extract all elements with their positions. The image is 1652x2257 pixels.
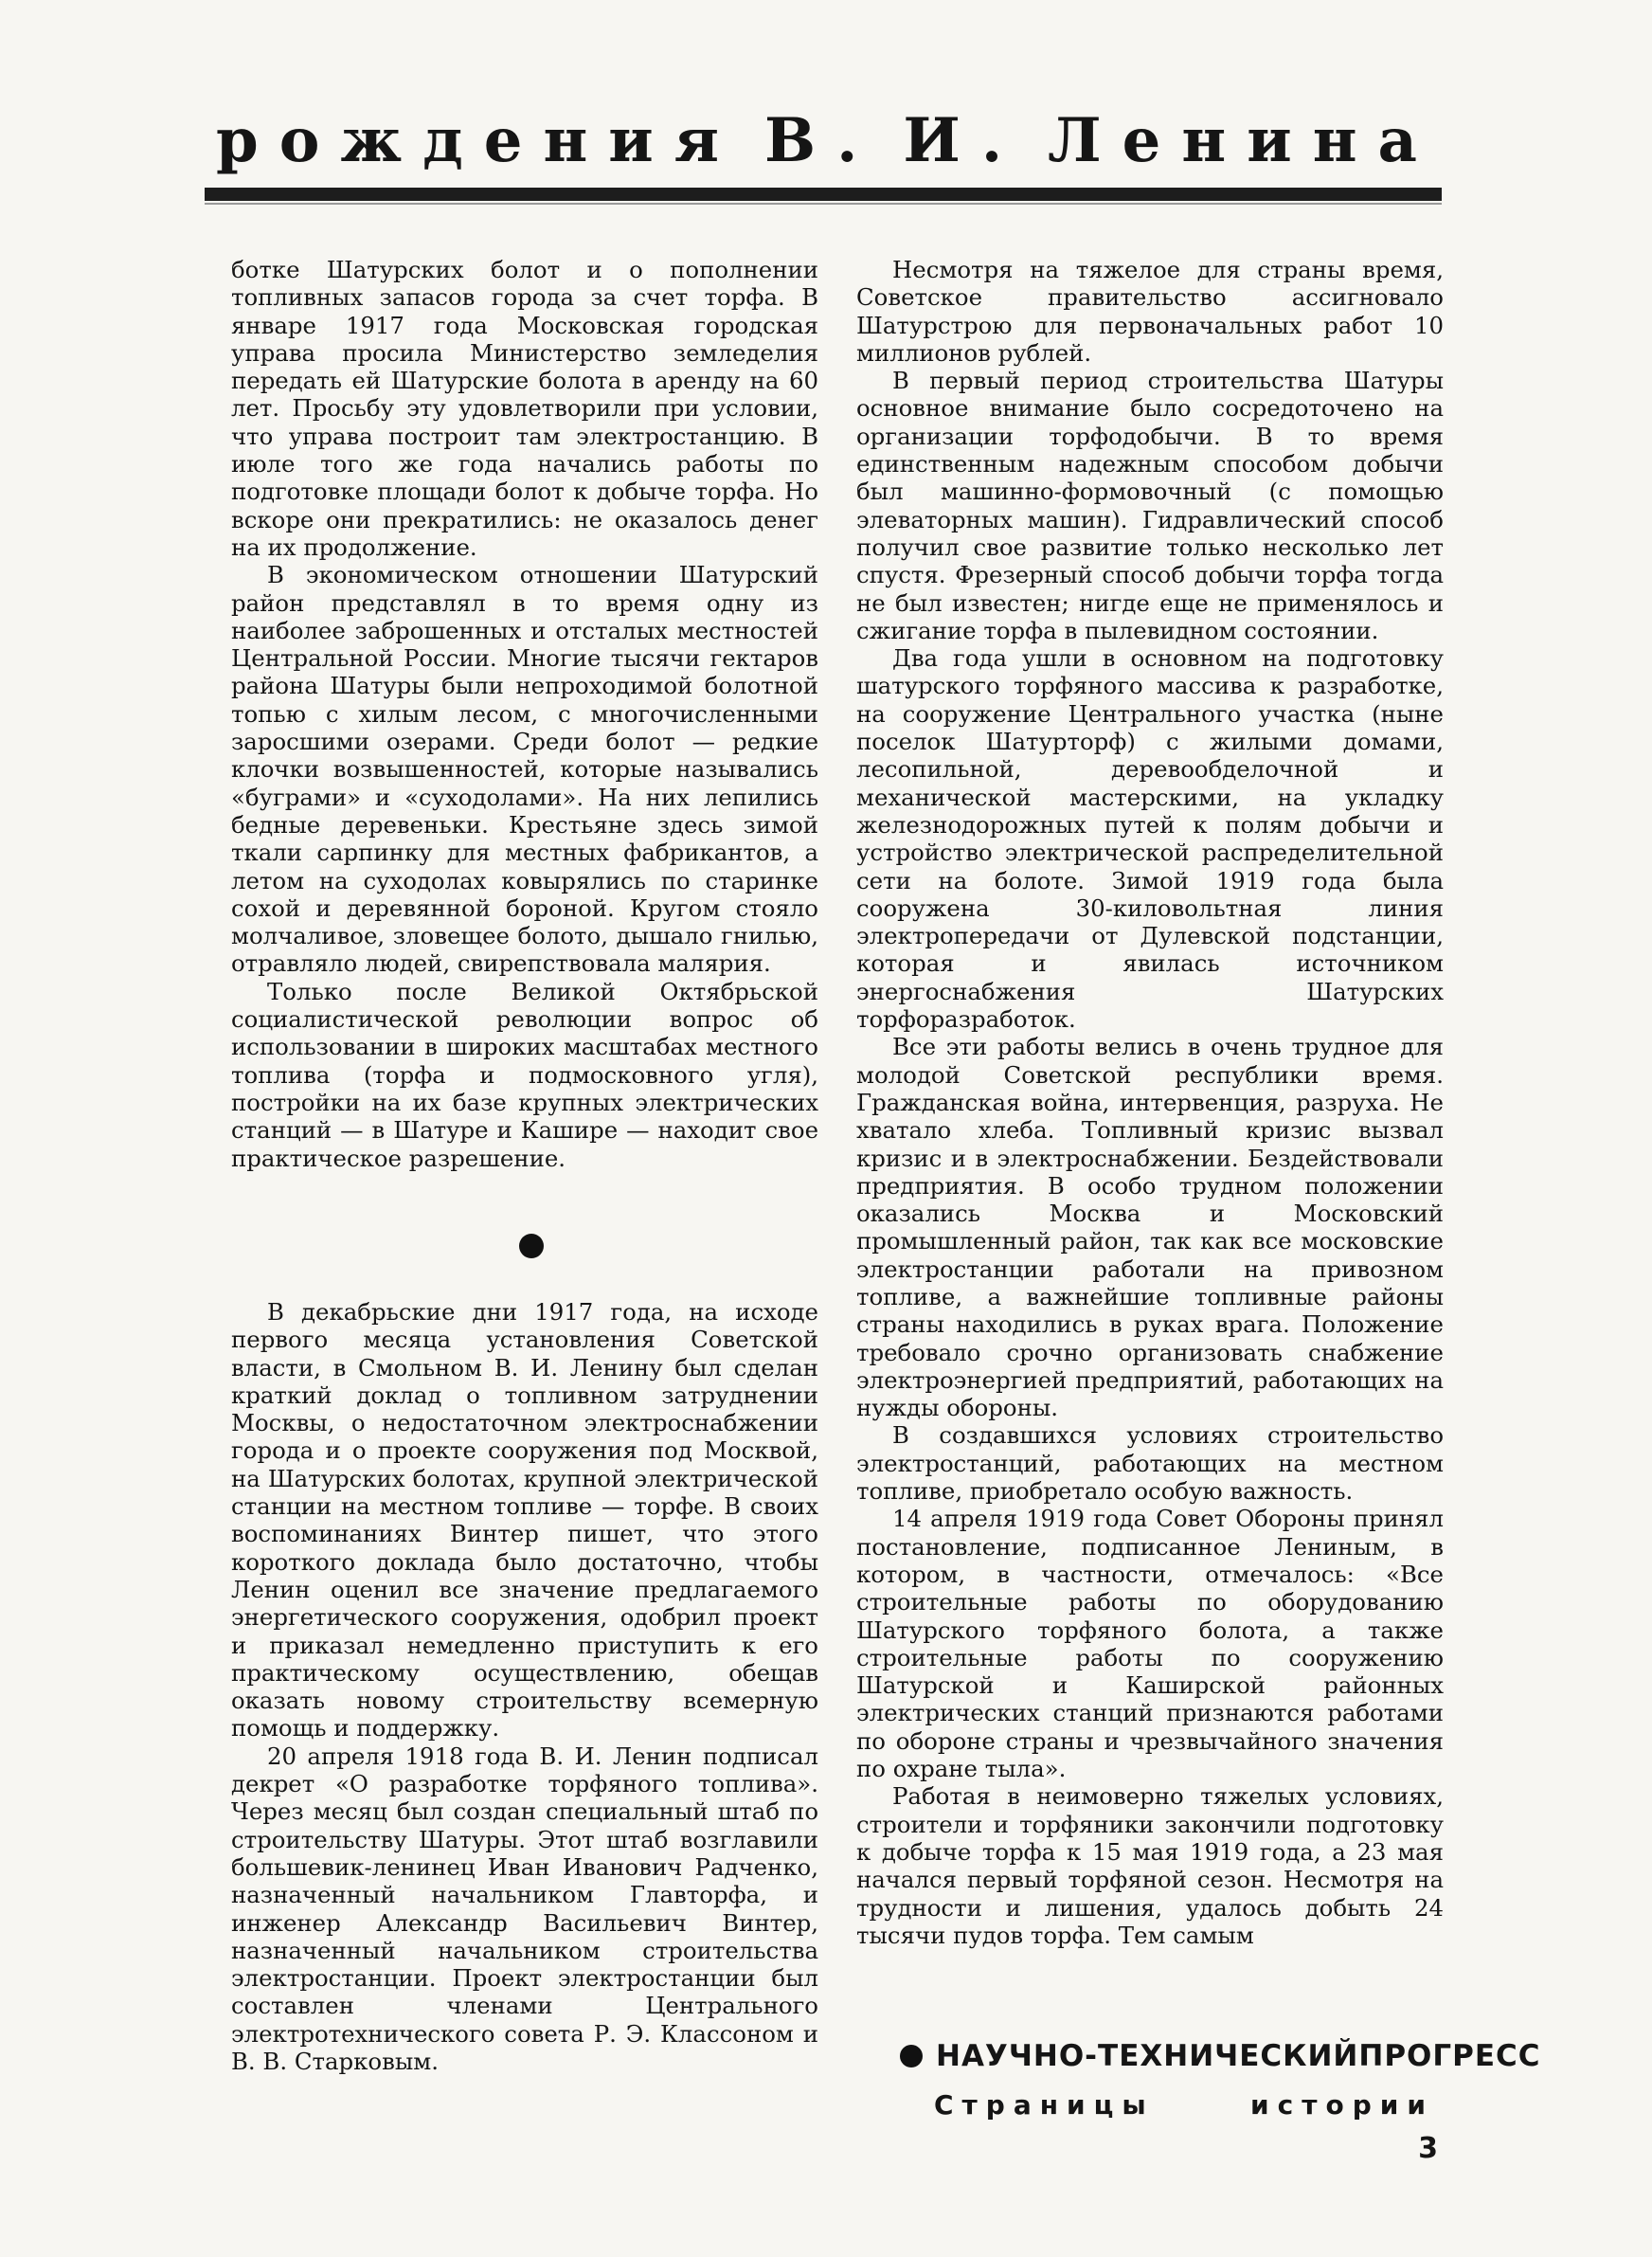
right-column <box>856 256 1444 1949</box>
section-separator-dot <box>519 1234 544 1258</box>
paragraph: Работая в неимоверно тяжелых условиях, строители и торфяники закончили подготовку к добыче торфа к 15 мая 1919 года, а 23 мая начался первый торфяной сезон. Несмотря на трудности и лишения, удалось добыть 24 тысячи пудов торфа. Тем самым <box>856 1782 1444 1949</box>
rubric-word-2: ПРОГРЕСС <box>1358 2039 1541 2073</box>
paragraph: 14 апреля 1919 года Совет Обороны принял постановление, подписанное Лениным, в котором, в частности, отмечалось: «Все строительные работы по оборудованию Шатурского торфяного болота, а также строительные работы по сооружению Шатурской и Каширской районных электрических станций признаются работами по обороне страны и чрезвычайного значения по охране тыла». <box>856 1505 1444 1783</box>
section-rubric <box>900 2037 1541 2075</box>
rubric-word-1: НАУЧНО-ТЕХНИЧЕСКИЙ <box>936 2039 1359 2073</box>
left-column-top <box>231 256 818 1172</box>
paragraph: В создавшихся условиях строительство электростанций, работающих на местном топливе, приобретало особую важность. <box>856 1421 1444 1506</box>
paragraph: В первый период строительства Шатуры основное внимание было сосредоточено на организации торфодобычи. В то время единственным надежным способом добычи был машинно-формовочный (с помощью элеваторных машин). Гидравлический способ получил свое развитие только несколько лет спустя. Фрезерный способ добычи торфа тогда не был известен; нигде еще не применялось и сжигание торфа в пылевидном состоянии. <box>856 367 1444 644</box>
headline-word-1: рождения <box>216 104 741 176</box>
page-number: 3 <box>1418 2132 1438 2165</box>
paragraph: Несмотря на тяжелое для страны время, Советское правительство ассигновало Шатурстрою для первоначальных работ 10 миллионов рублей. <box>856 256 1444 367</box>
paragraph: Только после Великой Октябрьской социалистической революции вопрос об использовании в широких масштабах местного топлива (торфа и подмосковного угля), постройки на их базе крупных электрических станций — в Шатуре и Кашире — находит свое практическое разрешение. <box>231 977 818 1172</box>
headline-word-4: Ленина <box>1048 104 1438 176</box>
paragraph: ботке Шатурских болот и о пополнении топливных запасов города за счет торфа. В январе 1917 года Московская городская управа просила Министерство земледелия передать ей Шатурские болота в аренду на 60 лет. Просьбу эту удовлетворили при условии, что управа построит там электростанцию. В июле того же года начались работы по подготовке площади болот к добыче торфа. Но вскоре они прекратились: не оказалось денег на их продолжение. <box>231 256 818 561</box>
headline-rule-thin <box>205 203 1442 205</box>
headline <box>216 102 1438 178</box>
paragraph: Все эти работы велись в очень трудное для молодой Советской республики время. Гражданская война, интервенция, разруха. Не хватало хлеба. Топливный кризис вызвал кризис и в электроснабжении. Бездействовали предприятия. В особо трудном положении оказались Москва и Московский промышленный район, так как все московские электростанции работали на привозном топливе, а важнейшие топливные районы страны находились в руках врага. Положение требовало срочно организовать снабжение электроэнергией предприятий, работающих на нужды обороны. <box>856 1033 1444 1422</box>
headline-word-2: В. <box>764 104 879 176</box>
paragraph: В экономическом отношении Шатурский район представлял в то время одну из наиболее заброшенных и отсталых местностей Центральной России. Многие тысячи гектаров района Шатуры были непроходимой болотной топью с хилым лесом, с многочисленными заросшими озерами. Среди болот — редкие клочки возвышенностей, которые назывались «буграми» и «суходолами». На них лепились бедные деревеньки. Крестьяне здесь зимой ткали сарпинку для местных фабрикантов, а летом на суходолах ковырялись по старинке сохой и деревянной бороной. Кругом стояло молчаливое, зловещее болото, дышало гнилью, отравляло людей, свирепствовала малярия. <box>231 561 818 978</box>
left-column-bottom <box>231 1298 818 2075</box>
paragraph: Два года ушли в основном на подготовку шатурского торфяного массива к разработке, на сооружение Центрального участка (ныне поселок Шатурторф) с жилыми домами, лесопильной, деревообделочной и механической мастерскими, на укладку железнодорожных путей к полям добычи и устройство электрической распределительной сети на болоте. Зимой 1919 года была сооружена 30-киловольтная линия электропередачи от Дулевской подстанции, которая и явилась источником энергоснабжения Шатурских торфоразработок. <box>856 644 1444 1034</box>
rubric-title <box>936 2039 1541 2073</box>
section-subrubric <box>934 2086 1434 2122</box>
headline-word-3: И. <box>903 104 1024 176</box>
subrubric-word-1: Страницы <box>934 2088 1155 2121</box>
paragraph: В декабрьские дни 1917 года, на исходе первого месяца установления Советской власти, в Смольном В. И. Ленину был сделан краткий доклад о топливном затруднении Москвы, о недостаточном электроснабжении города и о проекте сооружения под Москвой, на Шатурских болотах, крупной электрической станции на местном топливе — торфе. В своих воспоминаниях Винтер пишет, что этого короткого доклада было достаточно, чтобы Ленин оценил все значение предлагаемого энергетического сооружения, одобрил проект и приказал немедленно приступить к его практическому осуществлению, обещав оказать новому строительству всемерную помощь и поддержку. <box>231 1298 818 1742</box>
subrubric-word-2: истории <box>1250 2088 1434 2121</box>
bullet-icon <box>900 2045 923 2067</box>
headline-rule <box>205 188 1442 201</box>
paragraph: 20 апреля 1918 года В. И. Ленин подписал декрет «О разработке торфяного топлива». Через месяц был создан специальный штаб по строительству Шатуры. Этот штаб возглавили большевик-ленинец Иван Иванович Радченко, назначенный начальником Главторфа, и инженер Александр Васильевич Винтер, назначенный начальником строительства электростанции. Проект электростанции был составлен членами Центрального электротехнического совета Р. Э. Классоном и В. В. Старковым. <box>231 1742 818 2076</box>
